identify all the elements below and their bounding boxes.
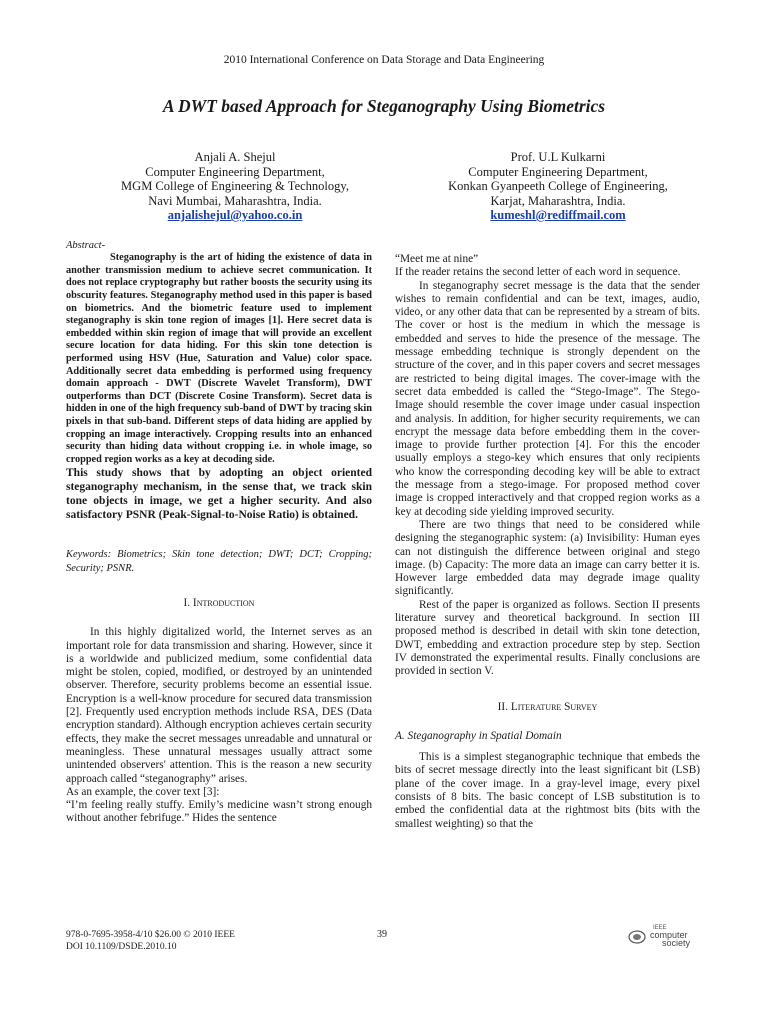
quote-line: “Meet me at nine” bbox=[395, 253, 479, 265]
author-college: MGM College of Engineering & Technology, bbox=[121, 179, 349, 193]
author-place: Karjat, Maharashtra, India. bbox=[490, 193, 626, 208]
logo-society-text bbox=[650, 931, 690, 947]
computer-society-logo-icon bbox=[628, 930, 646, 944]
paragraph: There are two things that need to be considered while designing the steganographic system: (a) Invisibility: Human eyes can not distinguish the difference between original and stego image. (b) Capacity: The more data an image can carry better it is. However large embedded data may degrade image quality significantly. bbox=[395, 518, 700, 598]
intro-paragraph: In this highly digitalized world, the Internet serves as an important role for data transmission and sharing. However, since it is a worldwide and publicized medium, some confidential data might be stolen, copied, modified, or destroyed by an unintended observer. Therefore, security problems become an essential issue. Encryption is a well-know procedure for secured data transmission [2]. Frequently used encryption methods include RSA, DES (Data encryption standard). Although encryption achieves certain security effects, they make the secret messages unreadable and unnatural or meaningless. These unnatural messages usually attract some unintended observers' attention. This is the reason a new security approach called “steganography” arises. bbox=[66, 626, 372, 785]
paragraph: This is a simplest steganographic technique that embeds the bits of secret message directly into the least significant bit (LSB) plane of the cover image. In a gray-level image, every pixel consists of 8 bits. The basic concept of LSB substitution is to embed the confidential data at the rightmost bits (bits with the smallest weighting) so that the bbox=[395, 751, 700, 830]
right-column bbox=[395, 253, 700, 831]
section-heading-literature-survey: II. Literature Survey bbox=[497, 700, 598, 713]
paper-title: A DWT based Approach for Steganography Using Biometrics bbox=[162, 96, 606, 116]
keywords: Keywords: Biometrics; Skin tone detection; DWT; DCT; Cropping; Security; PSNR. bbox=[66, 549, 372, 574]
subsection-heading: A. Steganography in Spatial Domain bbox=[395, 729, 562, 742]
footer-isbn: 978-0-7695-3958-4/10 $26.00 © 2010 IEEE bbox=[66, 930, 235, 940]
author-college: Konkan Gyanpeeth College of Engineering, bbox=[448, 179, 668, 193]
author-name: Anjali A. Shejul bbox=[194, 150, 276, 164]
section-heading-introduction: I. Introduction bbox=[183, 596, 255, 609]
author-place: Navi Mumbai, Maharashtra, India. bbox=[148, 193, 322, 208]
conference-header: 2010 International Conference on Data Storage and Data Engineering bbox=[223, 54, 545, 66]
logo-ieee-text: IEEE bbox=[653, 925, 667, 931]
author-name: Prof. U.L Kulkarni bbox=[510, 150, 606, 164]
paragraph: If the reader retains the second letter of each word in sequence. bbox=[395, 266, 681, 279]
intro-example-line: As an example, the cover text [3]: bbox=[66, 785, 220, 798]
paragraph: In steganography secret message is the data that the sender wishes to remain confidential and can be text, images, audio, video, or any other data that can be represented by a stream of bits. The cover or host is the medium in which the message is embedded and serves to hide the presence of the message. The message embedding technique is strongly dependent on the structure of the cover, and in this paper covers and secret messages are restricted to being digital images. The cover-image with the secret data embedded is called the “Stego-Image”. The Stego-Image should resemble the cover image under casual inspection and analysis. In addition, for higher security requirements, we can encrypt the message data before embedding them in the cover-image to provide further protection [4]. For this the encoder usually employs a stego-key which ensures that only recipients who know the corresponding decoding key will be able to extract the message from a stego-image. For proposed method cover image is cropped interactively and that cropped region works as a key at decoding side yielding improved security. bbox=[395, 279, 700, 518]
page-number: 39 bbox=[377, 929, 387, 940]
author-email-link[interactable]: kumeshl@rediffmail.com bbox=[490, 208, 626, 222]
abstract-tail: This study shows that by adopting an object oriented steganography mechanism, in the sense that, we track skin tone objects in image, we get a higher security. And also satisfactory PSNR (Peak-Signal-to-Noise Ratio) is obtained. bbox=[66, 467, 372, 522]
abstract-label: Abstract- bbox=[66, 240, 106, 251]
footer-doi: DOI 10.1109/DSDE.2010.10 bbox=[66, 942, 177, 952]
author-dept: Computer Engineering Department, bbox=[468, 164, 648, 179]
author-block-2 bbox=[428, 150, 688, 223]
logo-line-computer: computer bbox=[650, 930, 688, 940]
paragraph: Rest of the paper is organized as follows. Section II presents literature survey and theoretical background. In section III proposed method is described in detail with skin tone detection, DWT, embedding and extraction procedure step by step. Section IV demonstrated the experimental results. Finally conclusions are provided in section V. bbox=[395, 598, 700, 678]
logo-line-society: society bbox=[662, 938, 691, 948]
ieee-computer-society-logo bbox=[628, 925, 708, 949]
footer-publication-info bbox=[66, 929, 235, 953]
author-dept: Computer Engineering Department, bbox=[145, 164, 325, 179]
left-column bbox=[66, 239, 372, 826]
abstract-text: Steganography is the art of hiding the existence of data in another transmission medium to achieve secret communication. It does not replace cryptography but rather boosts the security using its obscurity features. Steganography method used in this paper is based on biometrics. And the biometric feature used to implement steganography is skin tone region of images [1]. Here secret data is embedded within skin region of image that will provide an excellent secure location for data hiding. For this skin tone detection is performed using HSV (Hue, Saturation and Value) color space. Additionally secret data embedding is performed using frequency domain approach - DWT (Discrete Wavelet Transform), DWT outperforms than DCT (Discrete Cosine Transform). Secret data is hidden in one of the high frequency sub-band of DWT by tracing skin pixels in that sub-band. Different steps of data hiding are applied by cropping an image interactively. Cropping results into an enhanced security than hiding data without cropping i.e. in whole image, so cropped region works as a key at decoding side. bbox=[66, 252, 372, 465]
author-block-1 bbox=[105, 150, 365, 223]
author-email-link[interactable]: anjalishejul@yahoo.co.in bbox=[167, 208, 303, 222]
intro-cover-text: “I’m feeling really stuffy. Emily’s medicine wasn’t strong enough without another febrifuge.” Hides the sentence bbox=[66, 799, 372, 825]
